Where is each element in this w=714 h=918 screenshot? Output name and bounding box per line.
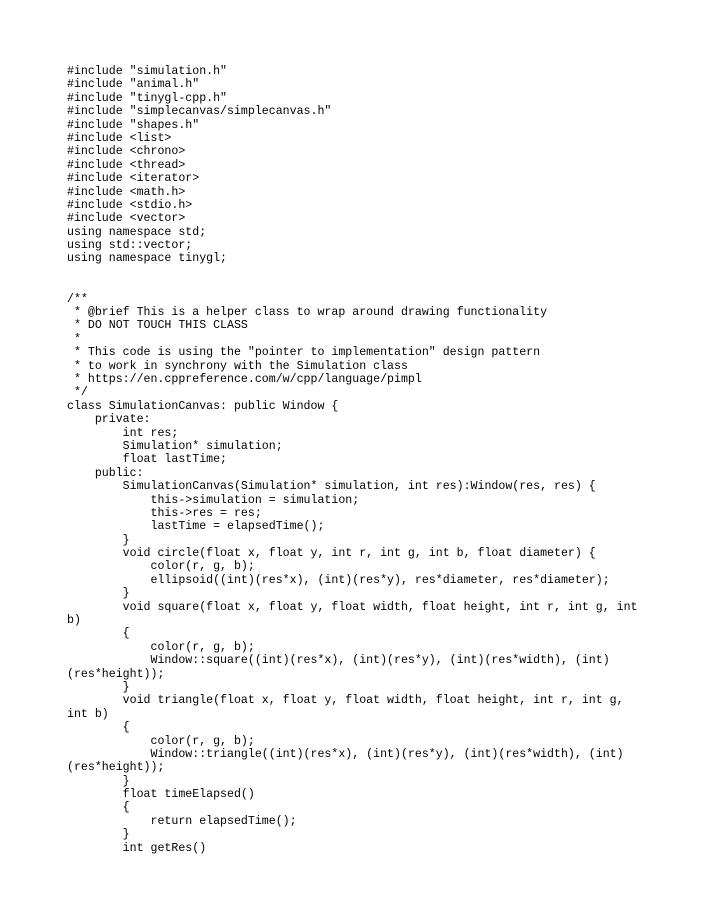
code-line: (res*height)); bbox=[67, 667, 165, 681]
code-line: * This code is using the "pointer to implementation" design pattern bbox=[67, 346, 541, 360]
code-line: #include <math.h> bbox=[67, 185, 186, 199]
code-line: * https://en.cppreference.com/w/cpp/language/pimpl bbox=[67, 372, 422, 386]
code-line: using namespace std; bbox=[67, 225, 207, 239]
code-line: } bbox=[67, 587, 130, 601]
code-line: using std::vector; bbox=[67, 239, 193, 253]
code-line: * @brief This is a helper class to wrap around drawing functionality bbox=[67, 306, 548, 320]
code-line: Window::triangle((int)(res*x), (int)(res*y), (int)(res*width), (int) bbox=[67, 747, 624, 761]
code-line: int b) bbox=[67, 707, 109, 721]
code-line: #include <thread> bbox=[67, 158, 186, 172]
code-line: #include "shapes.h" bbox=[67, 118, 200, 132]
code-line: } bbox=[67, 828, 130, 842]
code-line bbox=[67, 279, 667, 292]
code-line: * bbox=[67, 332, 81, 346]
code-line: void triangle(float x, float y, float width, float height, int r, int g, bbox=[67, 694, 624, 708]
code-line: color(r, g, b); bbox=[67, 640, 255, 654]
code-line: #include "simplecanvas/simplecanvas.h" bbox=[67, 105, 332, 119]
code-line: SimulationCanvas(Simulation* simulation, int res):Window(res, res) { bbox=[67, 480, 596, 494]
code-line: #include <vector> bbox=[67, 212, 186, 226]
code-line: } bbox=[67, 774, 130, 788]
code-line: using namespace tinygl; bbox=[67, 252, 228, 266]
code-line: int res; bbox=[67, 426, 179, 440]
code-line: #include "animal.h" bbox=[67, 78, 200, 92]
code-line: /** bbox=[67, 292, 88, 306]
code-line: float lastTime; bbox=[67, 453, 228, 467]
code-line: #include <chrono> bbox=[67, 145, 186, 159]
code-line: (res*height)); bbox=[67, 761, 165, 775]
code-line: { bbox=[67, 627, 130, 641]
code-line: this->res = res; bbox=[67, 506, 262, 520]
code-line: * to work in synchrony with the Simulation class bbox=[67, 359, 408, 373]
code-line: #include "simulation.h" bbox=[67, 65, 228, 78]
code-line: * DO NOT TOUCH THIS CLASS bbox=[67, 319, 248, 333]
code-line: Window::square((int)(res*x), (int)(res*y), (int)(res*width), (int) bbox=[67, 654, 610, 668]
code-line: { bbox=[67, 801, 130, 815]
code-line: #include <stdio.h> bbox=[67, 198, 193, 212]
code-line: class SimulationCanvas: public Window { bbox=[67, 399, 339, 413]
code-line: lastTime = elapsedTime(); bbox=[67, 520, 325, 534]
code-line: b) bbox=[67, 614, 81, 628]
code-line: return elapsedTime(); bbox=[67, 814, 297, 828]
code-line: Simulation* simulation; bbox=[67, 439, 283, 453]
code-line: #include <list> bbox=[67, 131, 172, 145]
code-line: */ bbox=[67, 386, 88, 400]
code-line: #include "tinygl-cpp.h" bbox=[67, 91, 228, 105]
code-line: } bbox=[67, 680, 130, 694]
code-line: void circle(float x, float y, int r, int g, int b, float diameter) { bbox=[67, 547, 596, 561]
code-line: } bbox=[67, 533, 130, 547]
code-line bbox=[67, 266, 667, 279]
code-line: public: bbox=[67, 466, 144, 480]
code-line: int getRes() bbox=[67, 841, 207, 855]
code-line: this->simulation = simulation; bbox=[67, 493, 360, 507]
code-line: private: bbox=[67, 413, 151, 427]
code-line: void square(float x, float y, float width, float height, int r, int g, int bbox=[67, 600, 638, 614]
code-line: color(r, g, b); bbox=[67, 560, 255, 574]
code-line: float timeElapsed() bbox=[67, 788, 255, 802]
code-listing bbox=[67, 65, 667, 855]
code-line: ellipsoid((int)(res*x), (int)(res*y), res*diameter, res*diameter); bbox=[67, 573, 610, 587]
code-line: #include <iterator> bbox=[67, 172, 200, 186]
code-line: color(r, g, b); bbox=[67, 734, 255, 748]
code-line: { bbox=[67, 721, 130, 735]
